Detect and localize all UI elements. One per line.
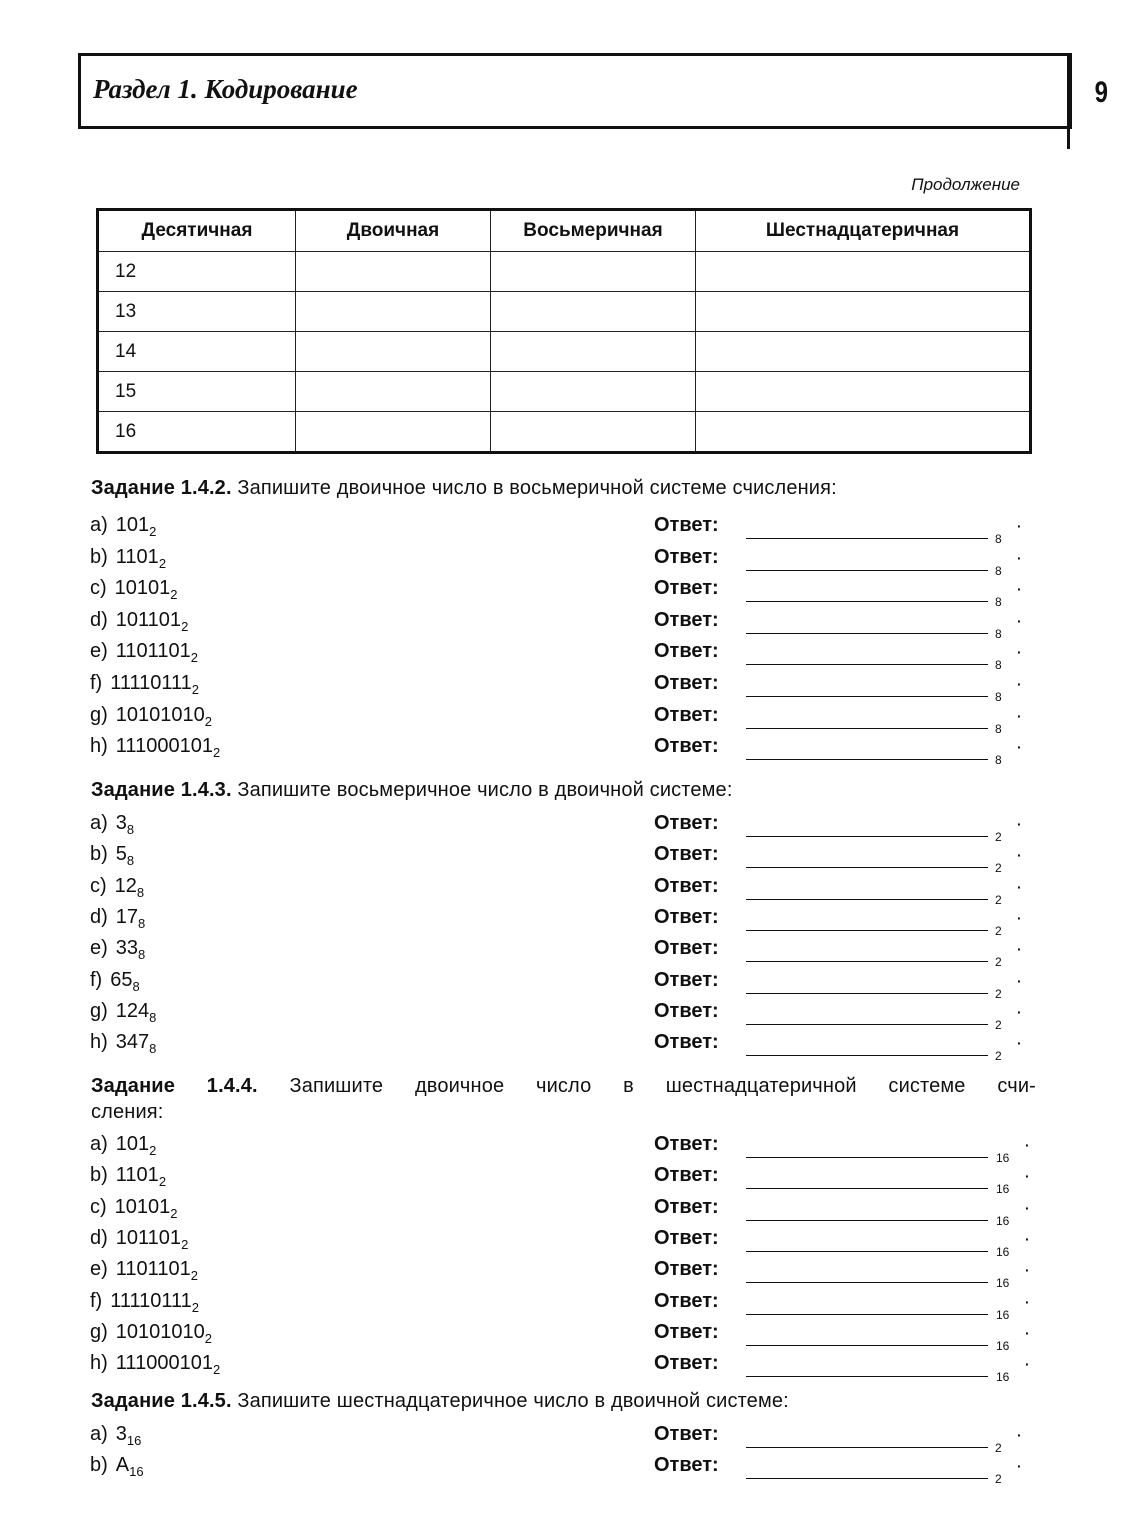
item-number: 11110111	[110, 672, 192, 694]
answer-label: Ответ:	[654, 514, 719, 536]
cell-decimal: 15	[98, 372, 296, 412]
conversion-table	[96, 208, 1032, 454]
answer-base: 16	[996, 1276, 1010, 1291]
answer-field[interactable]	[746, 899, 988, 900]
answer-label: Ответ:	[654, 1352, 719, 1375]
item-number: 10101010	[115, 1320, 205, 1343]
answer-base: 2	[995, 1441, 1002, 1455]
answer-base: 2	[995, 1472, 1002, 1486]
answer-field[interactable]	[746, 930, 988, 931]
item-label: f)	[90, 672, 103, 694]
item-number: 1101101	[115, 640, 191, 663]
period-mark: ·	[1025, 1356, 1030, 1373]
item-base: 8	[138, 915, 146, 931]
item-base: 2	[158, 555, 167, 571]
answer-label: Ответ:	[654, 1195, 719, 1218]
section-header	[78, 53, 1072, 129]
item-number: 101	[115, 1133, 150, 1155]
answer-field[interactable]	[746, 993, 988, 994]
task-text: Запишите восьмеричное число в двоичной системе:	[231, 779, 733, 801]
item-label: f)	[90, 968, 103, 991]
item-label: b)	[90, 1454, 108, 1476]
item-label: h)	[90, 1031, 108, 1054]
answer-base: 8	[995, 753, 1002, 768]
task-item	[90, 874, 144, 905]
item-number: 5	[115, 843, 127, 866]
answer-label: Ответ:	[654, 577, 719, 600]
item-base: 16	[129, 1464, 144, 1479]
item-label: d)	[90, 905, 108, 928]
item-number: 101101	[115, 1226, 182, 1249]
period-mark: ·	[1017, 549, 1022, 566]
item-label: b)	[90, 1164, 108, 1187]
item-base: 8	[149, 1009, 157, 1025]
answer-field[interactable]	[746, 1314, 988, 1315]
answer-label: Ответ:	[654, 1320, 719, 1343]
answer-base: 2	[995, 830, 1002, 844]
item-label: h)	[90, 735, 108, 758]
task-item	[90, 1030, 156, 1061]
answer-base: 2	[995, 1017, 1002, 1032]
item-label: d)	[90, 608, 108, 631]
period-mark: ·	[1025, 1199, 1030, 1216]
cell-octal[interactable]	[491, 292, 696, 332]
cell-octal[interactable]	[491, 412, 696, 453]
answer-base: 2	[995, 1049, 1002, 1064]
task-item	[90, 1351, 220, 1382]
answer-field[interactable]	[746, 728, 988, 729]
task-item	[90, 703, 212, 734]
answer-label: Ответ:	[654, 999, 719, 1022]
answer-label: Ответ:	[654, 1258, 719, 1281]
cell-hex[interactable]	[696, 292, 1031, 332]
period-mark: ·	[1025, 1168, 1030, 1185]
item-base: 8	[126, 853, 135, 869]
cell-hex[interactable]	[696, 252, 1031, 292]
item-number: 101	[115, 514, 150, 536]
task-item	[90, 671, 199, 702]
answer-label: Ответ:	[654, 703, 719, 726]
answer-field[interactable]	[746, 1220, 988, 1221]
item-number: 347	[115, 1031, 150, 1054]
task-id: Задание 1.4.3.	[91, 779, 232, 801]
continuation-label: Продолжение	[911, 175, 1020, 194]
item-label: g)	[90, 703, 108, 726]
period-mark: ·	[1017, 1003, 1022, 1020]
answer-label: Ответ:	[654, 1164, 719, 1187]
task-item	[90, 1422, 141, 1453]
answer-label: Ответ:	[654, 1423, 719, 1445]
period-mark: ·	[1017, 847, 1022, 864]
item-base: 2	[181, 1236, 189, 1252]
cell-decimal: 13	[98, 292, 296, 332]
item-base: 2	[181, 618, 189, 634]
item-base: 8	[126, 822, 135, 837]
table-row	[98, 372, 1031, 412]
answer-base: 8	[995, 532, 1002, 546]
item-label: c)	[90, 577, 107, 600]
period-mark: ·	[1025, 1293, 1030, 1310]
cell-decimal: 16	[98, 412, 296, 453]
answer-field[interactable]	[746, 1282, 988, 1283]
table-row	[98, 292, 1031, 332]
cell-decimal: 14	[98, 332, 296, 372]
answer-field[interactable]	[746, 1157, 988, 1158]
answer-base: 8	[995, 658, 1002, 673]
task-text-continued: сления:	[91, 1101, 164, 1123]
cell-binary[interactable]	[296, 292, 491, 332]
answer-field[interactable]	[746, 1055, 988, 1056]
answer-base: 16	[996, 1370, 1010, 1385]
cell-octal[interactable]	[491, 252, 696, 292]
task-item	[90, 936, 145, 967]
task-item	[90, 842, 134, 873]
cell-binary[interactable]	[296, 412, 491, 453]
item-number: 111000101	[115, 735, 213, 758]
item-base: 2	[191, 682, 200, 697]
item-number: 101101	[115, 608, 182, 631]
task-item	[90, 545, 166, 576]
cell-binary[interactable]	[296, 332, 491, 372]
item-label: c)	[90, 874, 107, 897]
item-base: 8	[136, 884, 145, 900]
answer-base: 2	[995, 861, 1002, 876]
task-item	[90, 1163, 166, 1194]
item-number: 1101	[115, 1164, 159, 1187]
period-mark: ·	[1017, 941, 1022, 958]
answer-base: 2	[995, 955, 1002, 970]
answer-label: Ответ:	[654, 874, 719, 897]
item-base: 2	[190, 650, 198, 666]
table-row	[98, 332, 1031, 372]
task-id: Задание 1.4.5.	[91, 1390, 232, 1412]
item-label: d)	[90, 1226, 108, 1249]
item-label: g)	[90, 1320, 108, 1343]
task-id: Задание 1.4.2.	[91, 477, 232, 499]
header-hexadecimal: Шестнадцатеричная	[696, 210, 1031, 252]
answer-base: 8	[995, 626, 1002, 641]
item-base: 8	[149, 1041, 157, 1057]
task-title	[91, 476, 1036, 500]
answer-label: Ответ:	[654, 608, 719, 631]
answer-base: 16	[996, 1307, 1010, 1322]
answer-field[interactable]	[746, 1251, 988, 1252]
answer-field[interactable]	[746, 538, 988, 539]
item-number: 3	[115, 1423, 127, 1445]
period-mark: ·	[1025, 1324, 1030, 1341]
item-base: 2	[212, 745, 221, 761]
answer-label: Ответ:	[654, 905, 719, 928]
answer-base: 2	[995, 986, 1002, 1001]
cell-octal[interactable]	[491, 372, 696, 412]
period-mark: ·	[1017, 581, 1022, 598]
item-label: g)	[90, 999, 108, 1022]
answer-field[interactable]	[746, 759, 988, 760]
task-text: Запишите двоичное число в шестнадцатеричной системе счи-	[257, 1075, 1036, 1097]
answer-base: 8	[995, 563, 1002, 578]
task-item	[90, 968, 140, 999]
item-base: 2	[170, 587, 178, 603]
task-title	[91, 1389, 1036, 1413]
cell-binary[interactable]	[296, 252, 491, 292]
task-item	[90, 1320, 212, 1351]
period-mark: ·	[1017, 816, 1022, 832]
answer-label: Ответ:	[654, 735, 719, 758]
answer-field[interactable]	[746, 836, 988, 837]
answer-base: 8	[995, 721, 1002, 736]
answer-field[interactable]	[746, 570, 988, 571]
task-item	[90, 1257, 198, 1288]
item-base: 2	[170, 1205, 178, 1221]
item-label: e)	[90, 640, 108, 663]
item-base: 16	[126, 1433, 142, 1448]
answer-base: 16	[996, 1151, 1010, 1165]
task-text: Запишите шестнадцатеричное число в двоичной системе:	[231, 1390, 789, 1412]
item-label: b)	[90, 843, 108, 866]
task-item	[90, 734, 220, 765]
answer-field[interactable]	[746, 633, 988, 634]
period-mark: ·	[1025, 1230, 1030, 1247]
period-mark: ·	[1017, 518, 1022, 534]
period-mark: ·	[1017, 1458, 1022, 1474]
answer-label: Ответ:	[654, 812, 719, 834]
item-number: A	[115, 1454, 130, 1476]
item-base: 2	[149, 524, 157, 539]
item-number: 124	[115, 999, 150, 1022]
task-item	[90, 576, 178, 607]
answer-field[interactable]	[746, 1024, 988, 1025]
header-binary: Двоичная	[296, 210, 491, 252]
task-item	[90, 1289, 199, 1320]
answer-base: 16	[996, 1244, 1010, 1259]
task-item	[90, 608, 188, 639]
item-label: e)	[90, 1258, 108, 1281]
answer-field[interactable]	[746, 1376, 988, 1377]
table-header-row	[98, 210, 1031, 252]
item-label: a)	[90, 514, 108, 536]
answer-base: 2	[995, 923, 1002, 938]
cell-binary[interactable]	[296, 372, 491, 412]
item-label: e)	[90, 937, 108, 960]
answer-base: 2	[995, 892, 1002, 907]
item-label: a)	[90, 1423, 108, 1445]
item-base: 2	[190, 1268, 198, 1284]
cell-hex[interactable]	[696, 412, 1031, 453]
item-number: 1101	[115, 545, 159, 568]
task-item	[90, 1195, 178, 1226]
item-number: 10101	[114, 577, 171, 600]
item-number: 33	[115, 937, 139, 960]
task-item	[90, 639, 198, 670]
period-mark: ·	[1017, 1427, 1022, 1443]
item-base: 2	[212, 1362, 221, 1378]
answer-field[interactable]	[746, 601, 988, 602]
answer-base: 16	[996, 1213, 1010, 1228]
section-title: Раздел 1. Кодирование	[93, 74, 358, 104]
answer-field[interactable]	[746, 696, 988, 697]
period-mark: ·	[1017, 707, 1022, 724]
item-number: 17	[115, 905, 139, 928]
task-item	[90, 513, 156, 544]
item-number: 11110111	[110, 1289, 192, 1312]
task-title	[91, 778, 1036, 802]
item-number: 3	[115, 812, 127, 834]
answer-label: Ответ:	[654, 1226, 719, 1249]
item-base: 2	[204, 1330, 213, 1346]
period-mark: ·	[1017, 878, 1022, 895]
item-number: 65	[110, 968, 133, 991]
task-item	[90, 999, 156, 1030]
answer-base: 16	[996, 1182, 1010, 1197]
task-item	[90, 1132, 156, 1163]
answer-base: 16	[996, 1338, 1010, 1353]
item-label: c)	[90, 1195, 107, 1218]
cell-hex[interactable]	[696, 372, 1031, 412]
period-mark: ·	[1025, 1137, 1030, 1153]
item-label: b)	[90, 545, 108, 568]
cell-octal[interactable]	[491, 332, 696, 372]
item-number: 1101101	[115, 1258, 191, 1281]
item-base: 8	[132, 978, 140, 994]
item-label: a)	[90, 1133, 108, 1155]
answer-label: Ответ:	[654, 545, 719, 568]
item-label: f)	[90, 1289, 103, 1312]
period-mark: ·	[1017, 972, 1022, 989]
task-title	[91, 1074, 1036, 1098]
table-row	[98, 412, 1031, 453]
task-id: Задание 1.4.4.	[91, 1075, 258, 1097]
task-item	[90, 811, 134, 842]
answer-label: Ответ:	[654, 937, 719, 960]
answer-field[interactable]	[746, 1478, 988, 1479]
header-octal: Восьмеричная	[491, 210, 696, 252]
task-item	[90, 1226, 188, 1257]
period-mark: ·	[1017, 739, 1022, 756]
table-row	[98, 252, 1031, 292]
item-label: a)	[90, 812, 108, 834]
answer-field[interactable]	[746, 664, 988, 665]
answer-label: Ответ:	[654, 1133, 719, 1155]
answer-field[interactable]	[746, 961, 988, 962]
header-decimal: Десятичная	[98, 210, 296, 252]
header-vertical-rule	[1067, 53, 1070, 149]
item-base: 8	[138, 947, 146, 963]
item-base: 2	[204, 713, 213, 729]
task-item	[90, 905, 145, 936]
answer-label: Ответ:	[654, 1454, 719, 1476]
answer-base: 8	[995, 690, 1002, 704]
item-number: 10101	[114, 1195, 171, 1218]
answer-field[interactable]	[746, 867, 988, 868]
answer-base: 8	[995, 595, 1002, 610]
answer-label: Ответ:	[654, 1289, 719, 1312]
period-mark: ·	[1017, 909, 1022, 926]
answer-field[interactable]	[746, 1447, 988, 1448]
answer-label: Ответ:	[654, 1031, 719, 1054]
task-text: Запишите двоичное число в восьмеричной системе счисления:	[231, 477, 837, 499]
item-base: 2	[158, 1174, 167, 1190]
item-base: 2	[149, 1143, 157, 1158]
item-number: 12	[114, 874, 137, 897]
cell-decimal: 12	[98, 252, 296, 292]
item-base: 2	[191, 1299, 200, 1315]
answer-label: Ответ:	[654, 640, 719, 663]
period-mark: ·	[1017, 676, 1022, 692]
item-label: h)	[90, 1352, 108, 1375]
cell-hex[interactable]	[696, 332, 1031, 372]
period-mark: ·	[1025, 1262, 1030, 1279]
period-mark: ·	[1017, 644, 1022, 661]
answer-label: Ответ:	[654, 968, 719, 991]
item-number: 111000101	[115, 1352, 213, 1375]
answer-label: Ответ:	[654, 672, 719, 694]
task-item	[90, 1453, 144, 1484]
answer-field[interactable]	[746, 1345, 988, 1346]
answer-field[interactable]	[746, 1188, 988, 1189]
period-mark: ·	[1017, 1035, 1022, 1052]
item-number: 10101010	[115, 703, 205, 726]
answer-label: Ответ:	[654, 843, 719, 866]
page-number: 9	[1094, 76, 1109, 109]
period-mark: ·	[1017, 612, 1022, 629]
